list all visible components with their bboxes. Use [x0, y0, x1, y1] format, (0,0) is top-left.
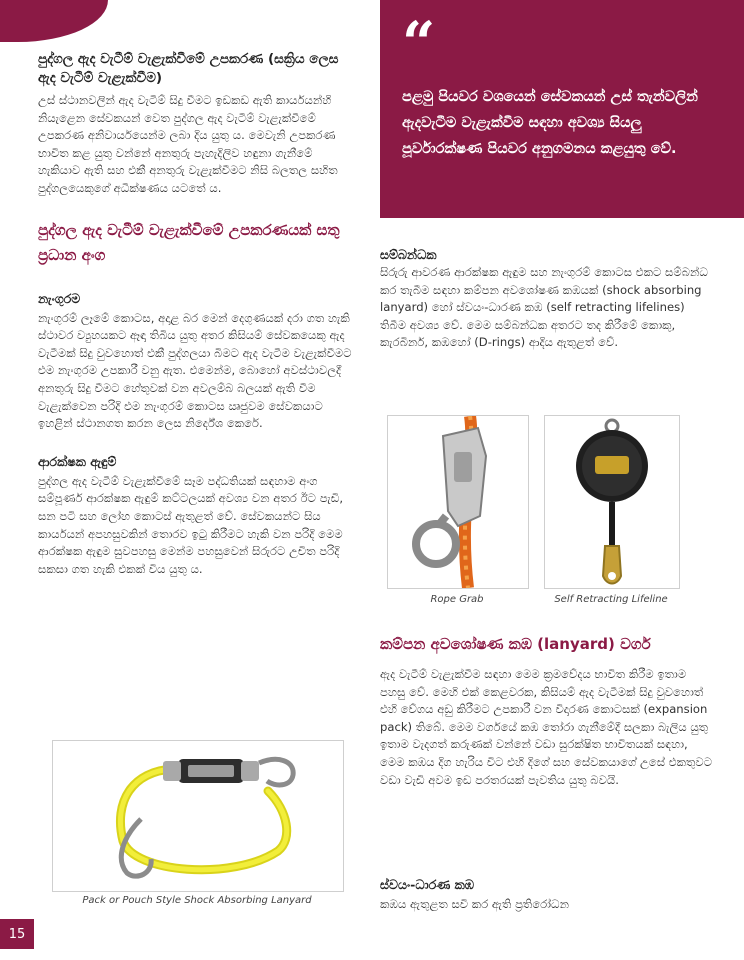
srl-caption: Self Retracting Lifeline: [554, 594, 668, 605]
connectors-paragraph: සිරුරු ආවරණ ආරක්ෂක ඇඳුම සහ නැංගුරම් කොටස එකට සම්බන්ධ කර තැබීම සඳහා කම්පන අවශෝෂණ කඹයක් (shock absorbing lanyard) හෝ ස්වයං-ධාරණ කඹ (self retracting lifelines) තිබීම අවශ්‍ය වේ. මෙම සම්බන්ධක අතරට තද කිරීමේ කොකු, කැරබිනර්, කඹහෝ (D-rings) ආදිය ඇතුළත් වේ.: [380, 265, 708, 350]
srl-image: [544, 415, 680, 589]
srl-heading: ස්වයං-ධාරණ කඹ: [380, 877, 475, 892]
page-number: 15: [0, 919, 34, 949]
harness-paragraph: පුද්ගල ඇද වැටීම් වැළැක්වීමේ සෑම පද්ධතියක් සඳහාම අංග සම්පූර්ණ ආරක්ෂක ඇඳුම් කට්ටලයක් අවශ්‍ය වන අතර ඊට පැඩි, සන පටි සහ ලෝහ කොටස් ඇතුළත් වේ. සේවකයන්ට සිය කාර්යයන් අපහසුවකින් තොරව ඉටු කිරීමට හැකි වන පරිදි මෙම ආරක්ෂක ඇඳුම සුවපහසු මෙන්ම පහසුවෙන් සිරුරට උචිත පරිදි සකසා ගත හැකි එකක් විය යුතු ය.: [38, 473, 344, 576]
rope-grab-illustration: [388, 416, 528, 588]
self-retracting-lifeline-illustration: [545, 416, 679, 588]
rope-grab-caption: Rope Grab: [430, 594, 484, 605]
lanyard-image: [52, 740, 344, 892]
harness-heading: ආරක්ෂක ඇඳුම්: [38, 453, 117, 469]
lanyard-caption: Pack or Pouch Style Shock Absorbing Lanyard: [82, 895, 312, 906]
anchor-heading: නැංගුරම: [38, 290, 81, 306]
lanyard-types-paragraph: ඇද වැටීම් වැළැක්වීම සඳහා මෙම ක්‍රමවේදය භාවිත කිරීම ඉතාම පහසු වේ. මෙහි එක් කෙළවරක, කිසියම් ඇද වැටීමක් සිදු වුවහොත් එහි වේගය අඩු කිරීමට උපකාරී වන විදාරණ කොටසක් (expansion pack) තිබේ. මෙම වර්ගයේ කඹ තෝරා ගැනීමේදී සලකා බැලිය යුතු ඉතාම වැදගත් කරුණක් වන්නේ වඩා සුරක්ෂිත භාවිතයක් සඳහා, මෙම කඹය දිග හැරිය විට එහි දිගේ සහ සේවකයාගේ උසේ එකතුවට වඩා වැඩි අවම ඉඩ පරතරයක් පැවතිය යුතු බවයි.: [380, 667, 713, 787]
shock-absorbing-lanyard-illustration: [53, 741, 343, 891]
ppe-heading: පුද්ගල ඇද වැටීම් වැළැක්වීමේ උපකරණ (සක්‍රිය ලෙස ඇද වැටීම් වැළැක්වීම): [38, 51, 339, 86]
left-column: [38, 50, 358, 578]
key-components-title: පුද්ගල ඇද වැටීම් වැළැක්වීමේ උපකරණයක් සතු ප්‍රධාන අංග: [38, 220, 340, 264]
connectors-heading: සම්බන්ධක: [380, 247, 437, 262]
quote-text: පළමු පියවර වශයෙන් සේවකයන් උස් තැන්වලින් ඇදවැටීම වැළැක්වීම සඳහා අවශ්‍ය සියලු පූර්වාරක්ෂණ පියවර අනුගමනය කළයුතු වේ.: [402, 89, 698, 157]
rope-grab-image: [387, 415, 529, 589]
lanyard-types-title: කම්පන අවශෝෂණ කඹ (lanyard) වර්ග: [380, 635, 651, 653]
quote-icon: “: [402, 9, 436, 77]
ppe-paragraph: උස් ස්ථානවලින් ඇද වැටීම් සිදු වීමට ඉඩකඩ ඇති කාර්යයන්හි නියැළෙන සේවකයන් වෙත පුද්ගල ඇද වැටීම් වැළැක්වීමේ උපකරණ අනිවාර්යයෙන්ම ලබා දිය යුතු ය. මෙවැනි උපකරණ භාවිත කළ යුතු වන්නේ අනතුරු පැහැදිලිව හඳුනා ගැනීමේ හැකියාව ඇති සහ එකී අනතුරු වැළැක්වීමට නිසි බලතල සහිත පුද්ගලයෙකුගේ අධීක්ෂණය යටතේ ය.: [38, 93, 338, 195]
corner-decoration: [0, 0, 108, 42]
anchor-paragraph: නැංගුරම් ලෑමේ කොටස, අදාළ බර මෙන් දෙගුණයක් දරා ගත හැකි ස්ථාවර ව්‍යුහයකට ඈඳා තිබිය යුතු අතර කිසියම් සේවකයෙකු ඇද වැටීමක් සිදු වුවහොත් එකී පුද්ගලයා බිමට ඇද වැටීම වැළැක්වීමට එම නැංගුරම උපකාරී වනු ඇත. එමෙන්ම, බොහෝ අවස්ථාවලදී අනතුරු සිදු වීමට හේතුවක් වන අවලම්බ බලයක් ඇති වීම වැළැක්වෙන පරිදි එම නැංගුරම් කොටස ඍජුවම සේවකයාට ඉහළින් ස්ථානගත කරන ලෙස නිර්දේශ කෙරේ.: [38, 310, 352, 431]
pull-quote: [380, 0, 744, 218]
srl-paragraph: කඹය ඇතුළත සවි කර ඇති ප්‍රතිරෝධන: [380, 897, 570, 911]
